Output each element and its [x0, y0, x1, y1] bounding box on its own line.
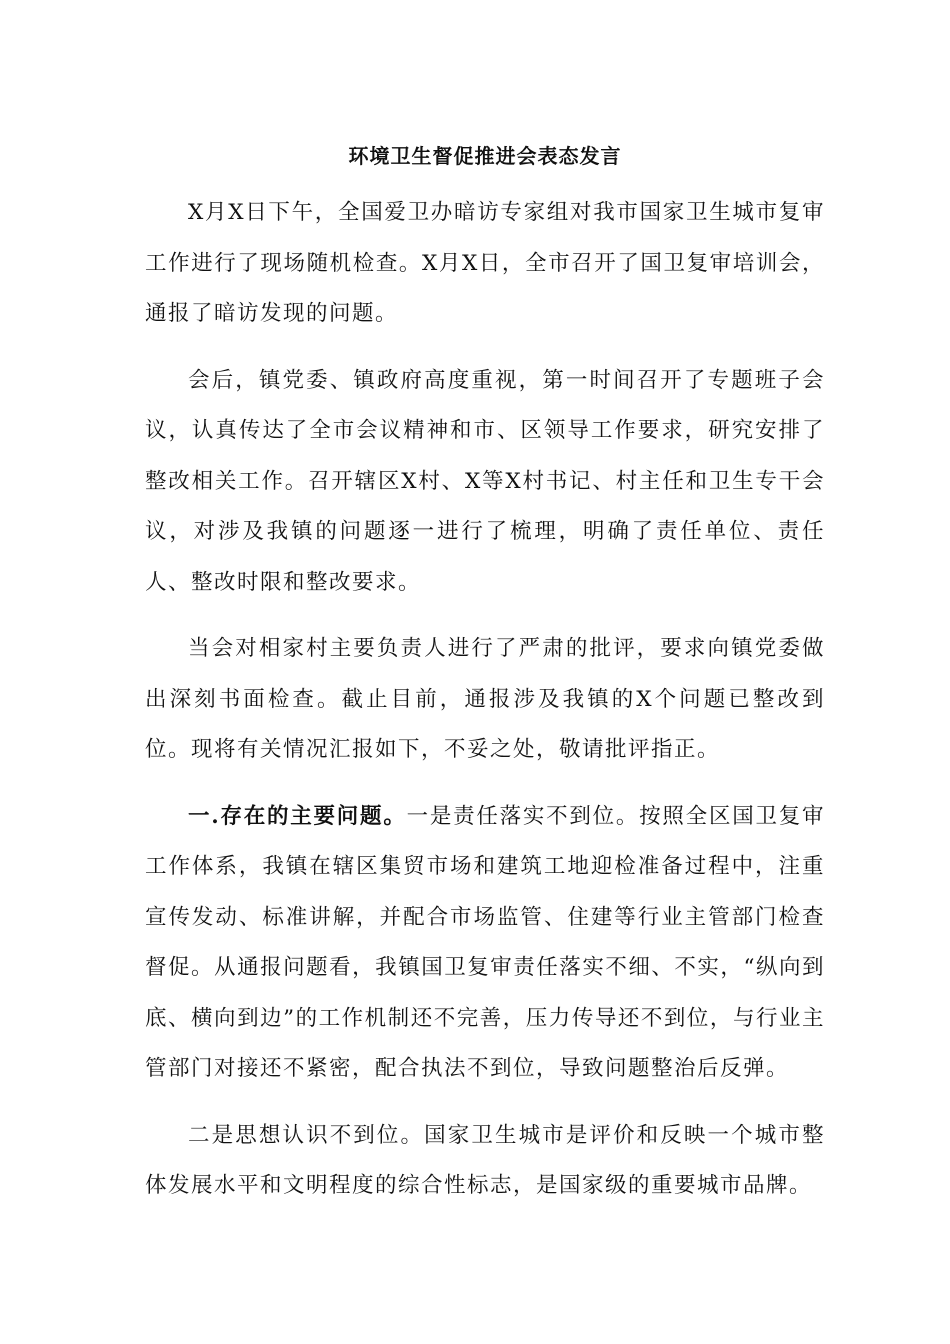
paragraph-2: [145, 356, 825, 609]
paragraph-3: [145, 624, 825, 776]
paragraph-text: 一是责任落实不到位。按照全区国卫复审工作体系，我镇在辖区集贸市场和建筑工地迎检准备过程中，注重宣传发动、标准讲解，并配合市场监管、住建等行业主管部门检查督促。从通报问题看，我镇国卫复审责任落实不细、不实，“纵向到底、横向到边”的工作机制还不完善，压力传导还不到位，与行业主管部门对接还不紧密，配合执法不到位，导致问题整治后反弹。: [145, 803, 825, 1081]
paragraph-text: 二是思想认识不到位。国家卫生城市是评价和反映一个城市整体发展水平和文明程度的综合性标志，是国家级的重要城市品牌。: [145, 1122, 825, 1198]
document-page: [145, 138, 825, 1228]
paragraph-text: 当会对相家村主要负责人进行了严肃的批评，要求向镇党委做出深刻书面检查。截止目前，通报涉及我镇的X个问题已整改到位。现将有关情况汇报如下，不妥之处，敬请批评指正。: [145, 636, 825, 762]
section-heading: 一.存在的主要问题。: [188, 803, 407, 829]
document-title: 环境卫生督促推进会表态发言: [348, 144, 622, 168]
paragraph-text: 会后，镇党委、镇政府高度重视，第一时间召开了专题班子会议，认真传达了全市会议精神和市、区领导工作要求，研究安排了整改相关工作。召开辖区X村、X等X村书记、村主任和卫生专干会议，对涉及我镇的问题逐一进行了梳理，明确了责任单位、责任人、整改时限和整改要求。: [145, 367, 825, 595]
paragraph-4: [145, 792, 825, 1095]
paragraph-text: X月X日下午，全国爱卫办暗访专家组对我市国家卫生城市复审工作进行了现场随机检查。X月X日，全市召开了国卫复审培训会，通报了暗访发现的问题。: [145, 200, 825, 326]
paragraph-1: [145, 188, 825, 340]
paragraph-5: [145, 1111, 825, 1212]
